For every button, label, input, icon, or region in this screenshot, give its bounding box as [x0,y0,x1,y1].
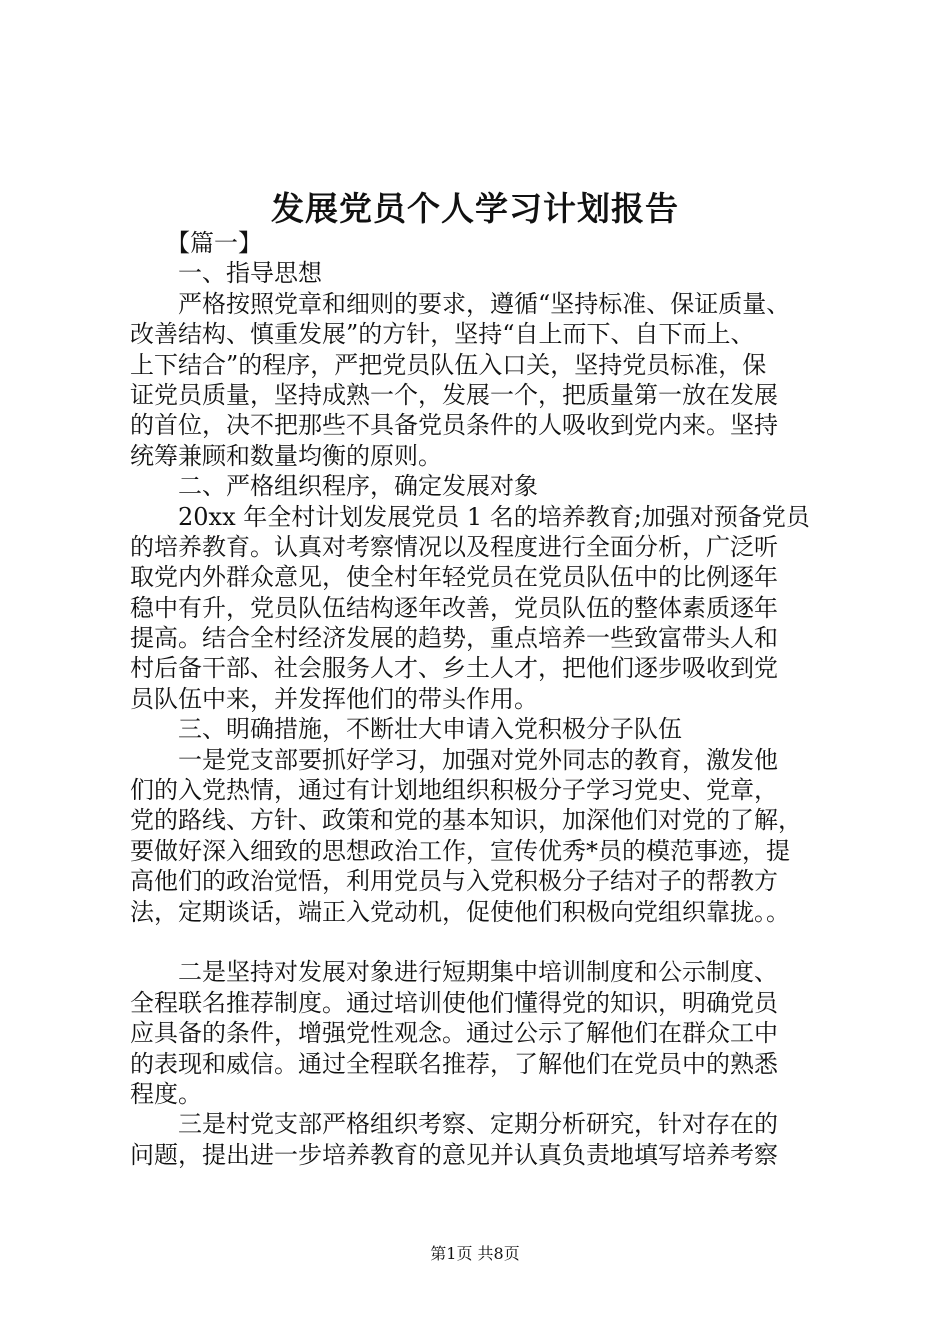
body-line: 取党内外群众意见，使全村年轻党员在党员队伍中的比例逐年 [130,563,778,592]
body-line: 的首位，决不把那些不具备党员条件的人吸收到党内来。坚持 [130,411,778,440]
body-line: 的表现和威信。通过全程联名推荐，了解他们在党员中的熟悉 [130,1049,778,1078]
body-line: 应具备的条件，增强党性观念。通过公示了解他们在群众工中 [130,1019,778,1048]
body-line: 20xx 年全村计划发展党员 1 名的培养教育;加强对预备党员 [130,502,810,531]
body-line: 员队伍中来，并发挥他们的带头作用。 [130,684,538,713]
body-line: 党的路线、方针、政策和党的基本知识，加深他们对党的了解， [130,806,802,835]
body-line: 二、严格组织程序，确定发展对象 [130,472,538,501]
page-footer: 第1页 共8页 [430,1244,520,1263]
body-line: 证党员质量，坚持成熟一个，发展一个，把质量第一放在发展 [130,380,778,409]
body-line: 的培养教育。认真对考察情况以及程度进行全面分析，广泛听 [130,532,778,561]
body-line: 三是村党支部严格组织考察、定期分析研究，针对存在的 [130,1110,778,1139]
document-title: 发展党员个人学习计划报告 [271,189,679,228]
body-line: 稳中有升，党员队伍结构逐年改善，党员队伍的整体素质逐年 [130,593,778,622]
body-line: 要做好深入细致的思想政治工作，宣传优秀*员的模范事迹，提 [130,836,790,865]
body-line: 提高。结合全村经济发展的趋势，重点培养一些致富带头人和 [130,624,778,653]
document-body [130,228,830,1170]
body-line: 二是坚持对发展对象进行短期集中培训制度和公示制度、 [130,958,778,987]
body-line: 严格按照党章和细则的要求，遵循“坚持标准、保证质量、 [130,289,791,318]
body-line: 程度。 [130,1079,202,1108]
body-line: 三、明确措施，不断壮大申请入党积极分子队伍 [130,715,682,744]
body-line: 高他们的政治觉悟，利用党员与入党积极分子结对子的帮教方 [130,867,778,896]
body-line: 全程联名推荐制度。通过培训使他们懂得党的知识，明确党员 [130,988,778,1017]
body-line: 村后备干部、社会服务人才、乡土人才，把他们逐步吸收到党 [130,654,778,683]
body-line: 问题，提出进一步培养教育的意见并认真负责地填写培养考察 [130,1140,778,1169]
body-line: 们的入党热情，通过有计划地组织积极分子学习党史、党章， [130,776,778,805]
body-line: 【篇一】 [130,229,262,257]
body-line [130,927,830,957]
body-line: 上下结合”的程序，严把党员队伍入口关，坚持党员标准，保 [130,350,767,379]
body-line: 一是党支部要抓好学习，加强对党外同志的教育，激发他 [130,745,778,774]
body-line: 统筹兼顾和数量均衡的原则。 [130,441,442,470]
body-line: 改善结构、慎重发展”的方针，坚持“自上而下、自下而上、 [130,320,755,349]
body-line: 法，定期谈话，端正入党动机，促使他们积极向党组织靠拢。。 [130,897,790,926]
body-line: 一、指导思想 [130,259,322,288]
